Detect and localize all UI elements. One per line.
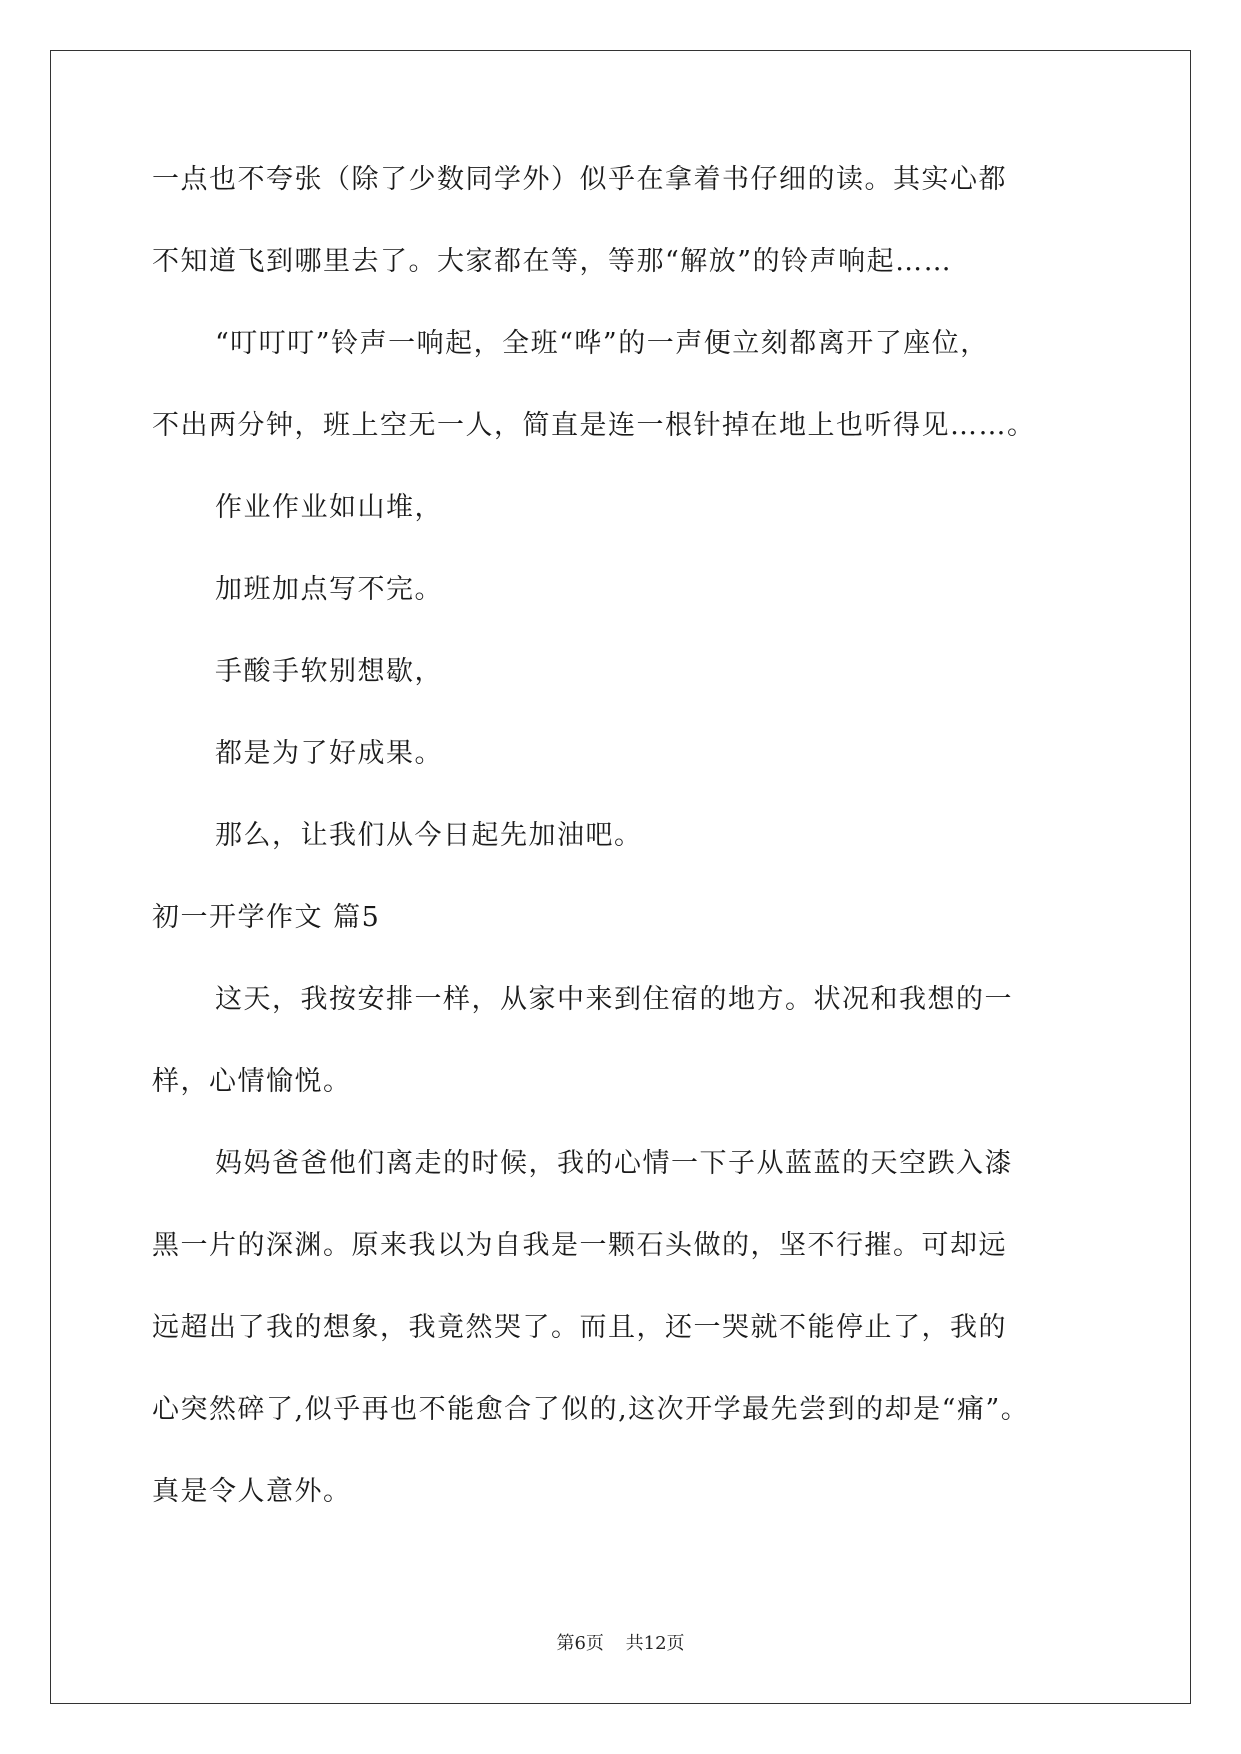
- page-footer: [0, 1629, 1241, 1655]
- page-total: 共12页: [625, 1633, 685, 1654]
- paragraph-line: 不出两分钟，班上空无一人，简直是连一根针掉在地上也听得见……。: [152, 410, 1036, 441]
- paragraph-line: 一点也不夸张（除了少数同学外）似乎在拿着书仔细的读。其实心都: [152, 164, 1007, 195]
- paragraph-line: 不知道飞到哪里去了。大家都在等，等那“解放”的铃声响起……: [152, 246, 953, 277]
- paragraph-line: 黑一片的深渊。原来我以为自我是一颗石头做的，坚不行摧。可却远: [152, 1230, 1007, 1261]
- paragraph-line: 这天，我按安排一样，从家中来到住宿的地方。状况和我想的一: [215, 984, 1013, 1015]
- section-heading: 初一开学作文 篇5: [152, 902, 381, 933]
- paragraph-line: 心突然碎了,似乎再也不能愈合了似的,这次开学最先尝到的却是“痛”。: [152, 1394, 1030, 1425]
- paragraph-line: 妈妈爸爸他们离走的时候，我的心情一下子从蓝蓝的天空跌入漆: [215, 1148, 1013, 1179]
- poem-line: 都是为了好成果。: [215, 738, 443, 769]
- paragraph-line: 真是令人意外。: [152, 1476, 352, 1507]
- paragraph-line: 样，心情愉悦。: [152, 1066, 352, 1097]
- poem-line: 手酸手软别想歇，: [215, 656, 443, 687]
- poem-line: 加班加点写不完。: [215, 574, 443, 605]
- paragraph-line: “叮叮叮”铃声一响起，全班“哗”的一声便立刻都离开了座位，: [215, 328, 989, 359]
- page-number: 第6页: [556, 1633, 604, 1654]
- poem-line: 作业作业如山堆，: [215, 492, 443, 523]
- paragraph-line: 远超出了我的想象，我竟然哭了。而且，还一哭就不能停止了，我的: [152, 1312, 1007, 1343]
- paragraph-line: 那么，让我们从今日起先加油吧。: [215, 820, 643, 851]
- page-border: [50, 50, 1191, 1704]
